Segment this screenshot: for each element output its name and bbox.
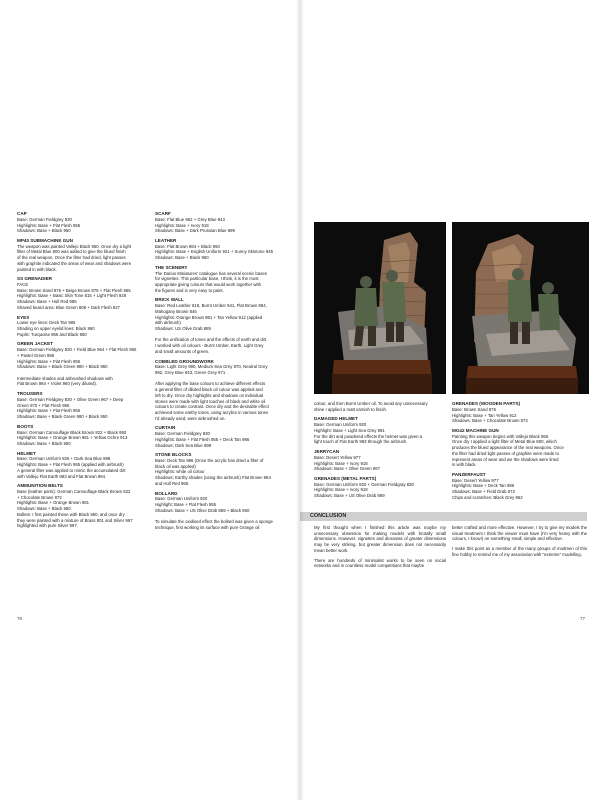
text-section [17, 238, 151, 272]
text-section [155, 238, 289, 261]
section-line: Highlight: Base + Light Sea Grey 991 [314, 427, 385, 433]
text-section [155, 425, 289, 448]
section-line: Base: Flat Brown 984 + Black 950 [155, 243, 220, 249]
section-heading: LEATHER [155, 237, 177, 243]
conclusion-paragraph: better crafted and more effective. However, I try to give my models the visual treatment I think the viewer must have (I'm very heavy with the colours, I know!) on something small, simple and effective. [452, 525, 587, 542]
section-heading: THE SCENERY [155, 264, 188, 270]
conclusion-header-bar [300, 512, 587, 521]
section-heading: GREEN JACKET [17, 341, 53, 347]
conclusion-title: CONCLUSION [310, 513, 347, 519]
section-heading: DAMAGED HELMET [314, 416, 358, 422]
section-line: I'd already used, were airbrushed on. [155, 415, 226, 421]
section-line: Lower eye lines: Deck Tan 986 [17, 320, 76, 326]
section-line: Shading on upper eyelid lines: Black 950 [17, 326, 95, 332]
section-line: Highlight: Base + Flat Flesh 955 [155, 502, 217, 508]
section-line: A general filter was applied to mimic the accumulated dirt [17, 467, 126, 473]
section-line: Base: German Fieldgrey 830 + Field Blue 964 + Flat Flesh 955 [17, 347, 137, 353]
section-line: Highlights: Base + Basic Skin Tone 815 + Light Flesh 928 [17, 293, 127, 299]
section-line: 992, Grey Blue 943, Green Grey 971 [155, 370, 226, 376]
section-line: FACE [17, 282, 29, 288]
text-section [17, 211, 151, 234]
section-line: Base: German Uniform 920 + German Fieldgray 830 [314, 481, 414, 487]
section-line: Base: Desert Yellow 977 [314, 454, 361, 460]
text-section [17, 315, 151, 338]
section-line: I worked with oil colours - Burnt Umber, Earth, Light Grey [155, 343, 264, 349]
conclusion-column-2 [452, 525, 587, 562]
section-line: Highlights: white oil colour [155, 469, 205, 475]
section-line: Base: Deck Tan 986 (Once the acrylic has dried a filter of [155, 458, 264, 464]
section-line: The Darius Miniatures' catalogue has several scenic bases [155, 270, 267, 276]
section-heading: BOOTS [17, 423, 34, 429]
section-line: Green 970 + Flat Flesh 955 [17, 402, 70, 408]
section-line: Shadows: Base + Black Green 980 + Black 950 [17, 414, 108, 420]
text-section [17, 341, 151, 387]
section-line: a general filter of diluted black oil colour was applied and [155, 387, 263, 393]
section-line: Highlights: Base + Orange Brown 981 + Yellow Ochre 913 [17, 435, 128, 441]
section-line: Shadows: Base + Dark Prussian Blue 899 [155, 228, 235, 234]
section-line: Shaved beard area: Blue Green 808 + Dark Flesh 927 [17, 304, 121, 310]
section-heading: SS GRENADIER [17, 276, 52, 282]
section-line: Highlights: Base + Deck Tan 986 [452, 483, 515, 489]
section-line: Highlights: Base + Orange Brown 981 [17, 500, 90, 506]
section-line: Base: Red Leather 818, Burnt Umber 941, Flat Brown 984, [155, 303, 267, 309]
section-heading: CURTAIN [155, 425, 176, 431]
photo-vignette-side [452, 222, 589, 394]
text-section [155, 359, 289, 422]
section-line: Shadows: Base + Black 950 [17, 228, 71, 234]
section-heading: PANZERFAUST [452, 471, 486, 477]
section-line: the figures and is very easy to paint. [155, 287, 224, 293]
section-line: Highlights: Base + Tan Yellow 912 [452, 412, 517, 418]
section-line: colours to create contrast. Once dry and the desirable effect [155, 404, 269, 410]
right-column-1 [314, 401, 446, 503]
text-section [17, 451, 151, 480]
section-line: Highlights: Base + English Uniform 921 + Sunny Skintone 845 [155, 249, 273, 255]
section-line: appropriate giving colours that would work together with [155, 282, 262, 288]
section-heading: BOLLARD [155, 490, 178, 496]
section-line: Base: German Camouflage Black Brown 822 + Black 950 [17, 429, 127, 435]
text-section [314, 416, 446, 445]
section-line: Highlights: Base + Flat Flesh 955 [17, 358, 81, 364]
section-line: left to dry. Once dry highlights and shadows on individual [155, 392, 264, 398]
section-heading: BRICK WALL [155, 297, 184, 303]
section-line: Shadows: Base + Field Drab 873 [452, 489, 515, 495]
section-line: and Hull Red 985. [155, 480, 190, 486]
section-line: + Pastel Green 885 [17, 352, 55, 358]
section-heading: TROUSERS [17, 391, 43, 397]
section-line: Base: German Fieldgrey 830 + Olive Green 967 + Deep [17, 396, 124, 402]
conclusion-paragraph: There are hundreds of minimalist works to be seen on social networks and in countless model competitions that maybe [314, 557, 446, 569]
text-section [314, 476, 446, 499]
text-section [17, 391, 151, 420]
section-line: with graphite indicated the areas of wear and shadows were [17, 260, 132, 266]
section-line: Base: German Uniform 920 + Dark Sea Blue 898 [17, 456, 111, 462]
section-line: Once dry I applied a light filter of Metal Blue 800, which [452, 439, 557, 445]
section-line: technique, first working its surface with pure Orange oil [155, 524, 260, 530]
section-heading: EYES [17, 314, 30, 320]
page-number-right: 77 [580, 616, 586, 621]
section-line: painted in with black. [17, 266, 57, 272]
section-line: Shadows: Base + US Olive Drab 889 + Black 950 [155, 507, 250, 513]
text-section [452, 428, 587, 468]
section-line: Highlights: Base + Ivory 918 [155, 222, 209, 228]
text-section [452, 472, 587, 501]
section-line: + Chocolate Brown 872 [17, 494, 62, 500]
right-column-2 [452, 401, 587, 505]
section-line: Base: German Uniform 920 [314, 422, 367, 428]
section-line: Shadows: Base + Black 950 [155, 255, 209, 261]
section-line: Flat Brown 984 + Violet 960 (very diluted). [17, 381, 98, 387]
right-page [300, 0, 600, 800]
conclusion-paragraph: I make this point as a member of the many groups of modmen of this fine hobby to remind me of my association with "extreme" modelling. [452, 546, 587, 557]
section-line: achieved some earthy tones, using acrylics in various tones [155, 409, 269, 415]
text-section [17, 424, 151, 447]
section-line: Shadows: Earthy shades (using the airbrush) Flat Brown 984 [155, 475, 271, 481]
section-line: Base: Brown Sand 876 [452, 406, 496, 412]
section-line: Highlights: Orange Brown 981 + Tan Yellow 912 (applied [155, 314, 263, 320]
text-section [314, 449, 446, 472]
section-heading: STONE BLOCKS [155, 452, 192, 458]
section-line: Pupils: Turquoise 966 and Black 950 [17, 331, 87, 337]
section-line: with Vallejo Flat Earth 983 and Flat Brown 984. [17, 473, 107, 479]
section-line: Highlights: Base + Ivory 918 [314, 460, 368, 466]
section-line: Painting this weapon begins with Vallejo Black 950. [452, 433, 550, 439]
section-line: Base: Brown Sand 876 + Beige Brown 875 + Flat Flesh 955 [17, 287, 131, 293]
section-line: Shadows: Base + Black 950 [17, 440, 71, 446]
section-line: Base: Light Grey 990, Medium Sea Grey 870, Neutral Grey [155, 364, 268, 370]
section-line: Shadows: Base + Black Green 980 + Black 950 [17, 364, 108, 370]
section-line: black oil was applied) [155, 463, 196, 469]
section-line: Highlights: Base + Ivory 918 [314, 487, 368, 493]
section-line: Shadows: Base + Olive Green 967 [314, 466, 381, 472]
section-line: Highlights: Base + Flat Flesh 955 + Deck Tan 986 [155, 436, 250, 442]
section-line: Shadows: US Olive Drab 889 [155, 326, 211, 332]
section-heading: JERRYCAN [314, 449, 340, 455]
section-line: colour, and then Burnt Umber oil. To avoid any unnecessary [314, 401, 428, 406]
section-heading: AMMUNITION BELTS [17, 483, 63, 489]
section-line: shine I applied a matt varnish to finish. [314, 406, 388, 412]
section-line: Base: German Fieldgrey 830 [17, 216, 72, 222]
section-line: Base: Desert Yellow 977 [452, 477, 499, 483]
section-line: Bullets: I first painted these with Black 950, and once dry [17, 511, 125, 517]
conclusion-column-1 [314, 525, 446, 573]
section-heading: SCARF [155, 211, 171, 216]
section-line: Base (leather parts): German Camouflage Black Brown 822 [17, 489, 131, 495]
section-heading: CAP [17, 211, 27, 216]
section-line: Mahogany Brown 846 [155, 308, 197, 314]
photo-vignette-front [314, 222, 446, 394]
left-column-1 [17, 211, 151, 533]
section-line: Base: German Uniform 920 [155, 496, 208, 502]
section-line: Highlights: Base + Flat Flesh 955 [17, 222, 81, 228]
section-line: The weapon was painted Vallejo Black 950. Once dry a light [17, 243, 132, 249]
section-heading: HELMET [17, 450, 36, 456]
section-line: filter of Metal Blue 800 was added to give the blued finish [17, 249, 126, 255]
section-line: with airbrush) [155, 320, 181, 326]
section-line: they were painted with a mixture of Brass 801 and Silver 997 [17, 517, 133, 523]
section-heading: COBBLED GROUNDWORK [155, 358, 214, 364]
section-heading: GRENADES (METAL PARTS) [314, 475, 377, 481]
text-section [452, 401, 587, 424]
section-line: for vignettes. This particular base, I think, it is the most [155, 276, 259, 282]
text-section [17, 483, 151, 529]
section-line: highlighted with pure Silver 997. [17, 523, 78, 529]
section-line: Shadows: Dark Sea Blue 898 [155, 442, 212, 448]
page-gutter [296, 0, 304, 800]
section-line: Highlights: Base + Flat Flesh 955 [17, 408, 81, 414]
section-line: To simulate the oxidised effect the bollard was given a sponge [155, 519, 273, 525]
section-line: Shadows: Base + Hull Red 985 [17, 299, 77, 305]
section-line: and small amounts of green. [155, 348, 210, 354]
section-line: Shadows: Base + Black 950 [17, 506, 71, 512]
section-line: the filter had dried light passes of graphite were made to [452, 450, 560, 456]
section-line: Base: Flat Blue 962 + Grey Blue 943 [155, 216, 225, 222]
section-line: Chips and scratches: Black Grey 862 [452, 494, 523, 500]
text-section [17, 276, 151, 310]
left-page [0, 0, 299, 800]
text-section [155, 491, 289, 531]
section-line: After applying the base colours to achieve different effects [155, 381, 266, 387]
section-line: produces the blued appearance of the real weapons. Once [452, 445, 564, 451]
section-line: Intermediate shades and airbrushed shadows with [17, 375, 113, 381]
section-line: Highlights: Base + Flat Flesh 955 (applied with airbrush) [17, 462, 124, 468]
section-line: light touch of Flat Earth 983 through the airbrush. [314, 439, 408, 445]
section-line: of the real weapon. Once the filter had dried, light passes [17, 255, 126, 261]
text-section [155, 211, 289, 234]
section-line: Shadows: Base + Chocolate Brown 872 [452, 418, 528, 424]
conclusion-paragraph: My first thought when I finished this article was maybe my unnecessary obsession for making models with brutally small dimensions. However, vignettes and dioramas of greater dimensions may be very striking, but greater dimension does not necessarily mean better work. [314, 525, 446, 553]
section-heading: MP40 SUBMACHINE GUN [17, 237, 73, 243]
section-line: represent areas of wear and we the shadows were lined [452, 456, 559, 462]
section-heading: GRENADES (WOODEN PARTS) [452, 401, 521, 406]
text-section [155, 265, 289, 294]
section-line: Shadows: Base + US Olive Drab 889 [314, 493, 385, 499]
text-section [155, 297, 289, 354]
section-line: Base: German Fieldgrey 830 [155, 431, 210, 437]
text-section [314, 401, 446, 412]
section-line: stones were made with light touches of black and white oil [155, 398, 266, 404]
page-number-left: 76 [17, 616, 23, 621]
left-column-2 [155, 211, 289, 535]
section-heading: MG42 MACHINE GUN [452, 427, 499, 433]
section-line: For the dirt and powdered effects the helmet was given a [314, 433, 423, 439]
section-line: in with black. [452, 462, 477, 468]
text-section [155, 452, 289, 486]
section-line: For the unification of tones and the effects of earth and dirt [155, 337, 267, 343]
